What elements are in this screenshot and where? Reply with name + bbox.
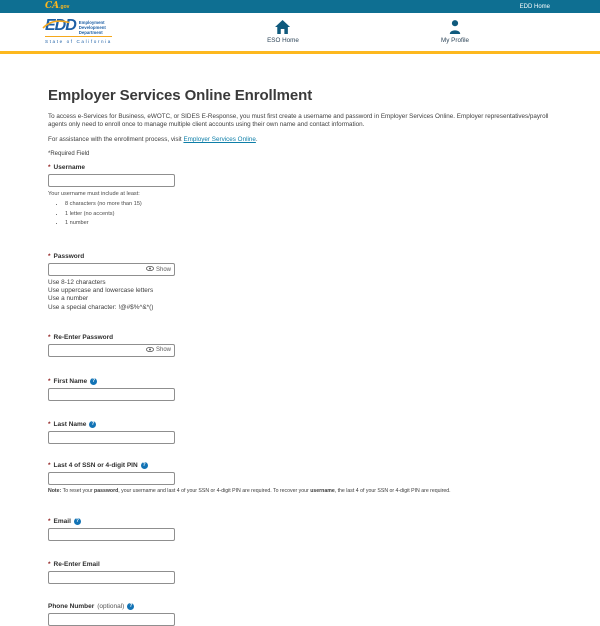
required-asterisk: *	[48, 377, 51, 385]
password-requirement: Use a special character: !@#$%^&*()	[48, 303, 154, 311]
required-asterisk: *	[48, 253, 51, 260]
ssn-pin-input[interactable]	[49, 473, 174, 484]
home-icon	[267, 20, 299, 34]
email-label: Email	[53, 517, 71, 525]
username-label-row	[48, 164, 550, 171]
first-name-label-row	[48, 378, 550, 385]
last-name-input-wrap	[48, 431, 175, 444]
reenter-email-label-row	[48, 561, 550, 568]
last-name-label-row	[48, 421, 550, 428]
reenter-email-input-wrap	[48, 571, 175, 584]
username-requirements-list	[48, 201, 550, 226]
ssn-pin-input-wrap	[48, 472, 175, 485]
assistance-suffix: .	[255, 136, 258, 143]
email-label-row	[48, 518, 550, 525]
intro-paragraph: To access e-Services for Business, eWOTC, or SIDES E-Response, you must first create a username and password in Employer Services Online. Employer representatives/payroll agents only need to enroll once to manage multiple client accounts using their own name and contact information.	[48, 113, 549, 128]
utility-bar	[0, 0, 600, 13]
phone-label-row	[48, 603, 550, 610]
note-bold: username	[310, 487, 335, 494]
help-icon[interactable]: ?	[129, 602, 133, 609]
required-asterisk: *	[48, 420, 51, 428]
password-label-row	[48, 253, 550, 260]
field-phone	[48, 603, 550, 626]
required-asterisk: *	[48, 517, 51, 525]
assistance-prefix: For assistance with the enrollment process, visit	[48, 136, 184, 143]
reenter-password-input[interactable]	[49, 345, 146, 356]
required-asterisk: *	[48, 164, 51, 171]
username-input-wrap	[48, 174, 175, 187]
password-input[interactable]	[49, 264, 146, 275]
edd-logo-line2: Development	[78, 25, 106, 30]
note-bold: password	[94, 487, 119, 494]
required-asterisk: *	[48, 461, 51, 469]
page-content	[0, 87, 600, 626]
ssn-pin-note	[48, 488, 550, 494]
password-requirements	[48, 279, 550, 312]
phone-input-wrap	[48, 613, 175, 626]
last-name-input[interactable]	[49, 432, 174, 443]
password-requirement: Use uppercase and lowercase letters	[48, 287, 154, 295]
password-label: Password	[53, 253, 85, 260]
edd-logo-line1: Employment	[78, 20, 105, 25]
eye-icon	[146, 266, 154, 273]
password-show-button[interactable]	[146, 266, 174, 273]
nav-my-profile[interactable]	[441, 20, 469, 44]
nav-my-profile-label: My Profile	[441, 37, 469, 44]
field-reenter-password	[48, 334, 550, 357]
employer-services-online-link[interactable]: Employer Services Online	[183, 136, 256, 143]
edd-logo[interactable]	[45, 19, 112, 44]
last-name-label: Last Name	[53, 420, 87, 428]
email-input-wrap	[48, 528, 175, 541]
field-email	[48, 518, 550, 541]
edd-logo-department-lines	[79, 19, 106, 35]
field-ssn-pin	[48, 462, 550, 494]
edd-logo-line3: Department	[78, 30, 103, 35]
reenter-password-input-wrap	[48, 344, 175, 357]
first-name-input-wrap	[48, 388, 175, 401]
field-reenter-email	[48, 561, 550, 584]
ca-gov-logo-main: CA	[45, 1, 60, 11]
required-field-note: *Required Field	[48, 151, 90, 157]
phone-label: Phone Number	[48, 602, 95, 610]
eye-icon	[146, 347, 154, 354]
help-icon[interactable]: ?	[91, 420, 95, 427]
help-icon[interactable]: ?	[75, 517, 79, 524]
password-requirement: Use 8-12 characters	[48, 279, 106, 286]
ca-gov-logo[interactable]	[45, 1, 69, 12]
ssn-pin-label: Last 4 of SSN or 4-digit PIN	[53, 461, 138, 469]
phone-input[interactable]	[49, 614, 174, 625]
username-input[interactable]	[49, 175, 174, 186]
username-label: Username	[53, 164, 85, 171]
reenter-password-show-button[interactable]	[146, 347, 174, 354]
username-requirement: • 1 letter (no accents)	[65, 211, 550, 217]
page-title: Employer Services Online Enrollment	[48, 87, 313, 104]
password-requirement: Use a number	[48, 295, 89, 303]
note-text: , your username and last 4 of your SSN or 4-digit PIN are required. To recover your	[118, 487, 311, 494]
field-username	[48, 164, 550, 226]
reenter-email-input[interactable]	[49, 572, 174, 583]
reenter-password-label: Re-Enter Password	[53, 333, 114, 341]
field-password	[48, 253, 550, 312]
ca-gov-logo-suffix: .gov	[59, 4, 70, 10]
email-input[interactable]	[49, 529, 174, 540]
edd-home-link[interactable]: EDD Home	[519, 3, 550, 10]
reenter-email-label: Re-Enter Email	[53, 560, 100, 568]
nav-eso-home-label: ESO Home	[267, 37, 299, 44]
note-bold: Note:	[48, 487, 62, 494]
main-navbar	[0, 13, 600, 54]
first-name-label: First Name	[53, 377, 88, 385]
nav-eso-home[interactable]	[267, 20, 299, 44]
field-first-name	[48, 378, 550, 401]
ssn-pin-label-row	[48, 462, 550, 469]
edd-logo-arc-icon	[42, 15, 70, 33]
required-asterisk: *	[48, 333, 51, 341]
help-icon[interactable]: ?	[92, 377, 96, 384]
password-input-wrap	[48, 263, 175, 276]
password-show-label: Show	[155, 266, 171, 273]
field-last-name	[48, 421, 550, 444]
help-icon[interactable]: ?	[142, 461, 146, 468]
person-icon	[441, 20, 469, 34]
reenter-password-label-row	[48, 334, 550, 341]
edd-logo-text: EDD	[45, 17, 76, 34]
username-hint-title: Your username must include at least:	[48, 191, 140, 197]
note-text: , the last 4 of your SSN or 4-digit PIN are required.	[334, 487, 451, 494]
edd-logo-tagline: State of California	[45, 36, 112, 44]
username-requirement: • 8 characters (no more than 15)	[65, 201, 550, 207]
reenter-password-show-label: Show	[155, 347, 171, 354]
phone-optional-suffix: (optional)	[97, 602, 125, 610]
first-name-input[interactable]	[49, 389, 174, 400]
username-requirement: • 1 number	[65, 220, 550, 226]
assistance-line	[48, 136, 550, 143]
note-text: To reset your	[61, 487, 95, 494]
required-asterisk: *	[48, 560, 51, 568]
